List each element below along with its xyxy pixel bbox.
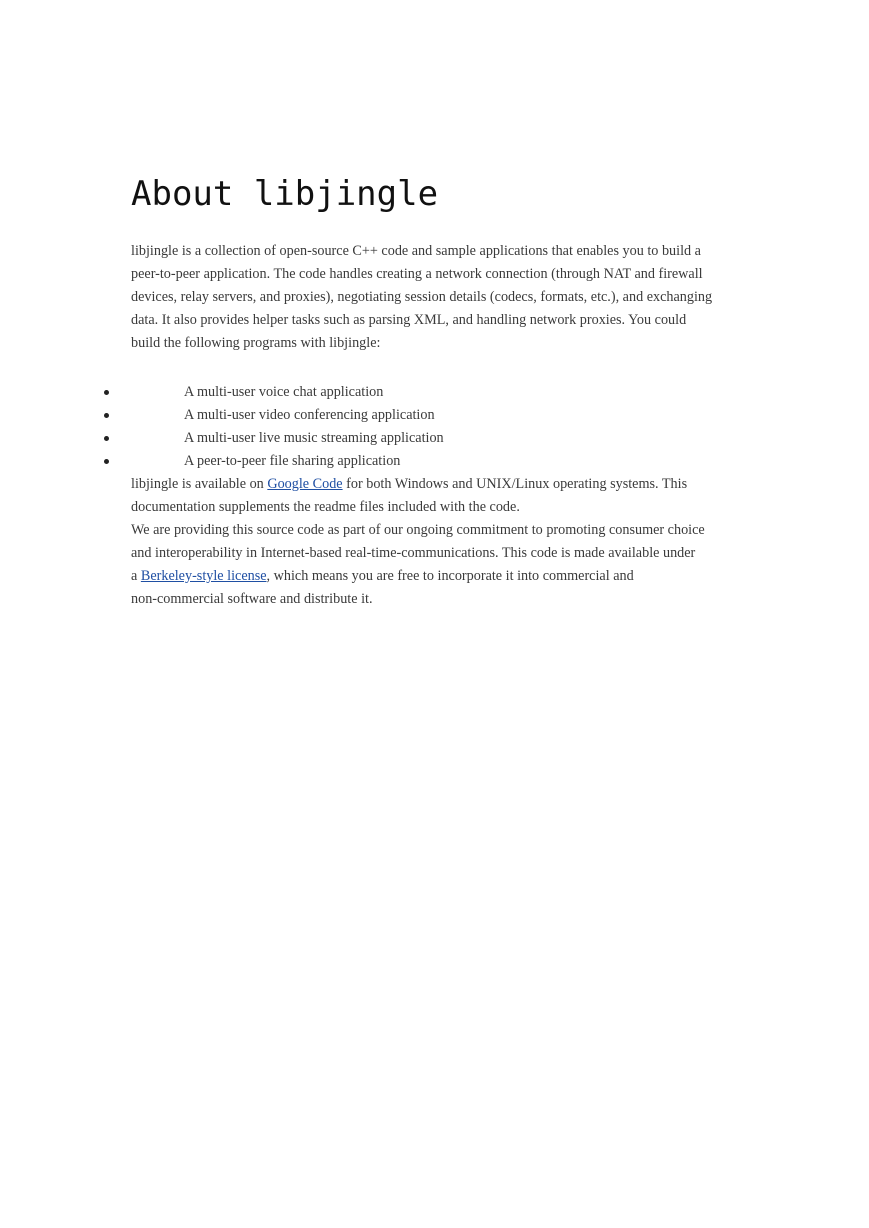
- intro-line: libjingle is a collection of open-source C++ code and sample applications that enables you to build a: [131, 243, 701, 259]
- list-item-text: A multi-user video conferencing application: [184, 407, 435, 423]
- page-title: About libjingle: [131, 174, 439, 214]
- commitment-line: and interoperability in Internet-based real-time-communications. This code is made available under: [131, 545, 696, 561]
- availability-text-after: for both Windows and UNIX/Linux operating systems. This: [342, 476, 688, 492]
- commitment-line: We are providing this source code as part of our ongoing commitment to promoting consumer choice: [131, 522, 705, 538]
- intro-line: build the following programs with libjingle:: [131, 335, 381, 351]
- commitment-line: [131, 565, 741, 588]
- list-item-text: A multi-user voice chat application: [184, 384, 384, 400]
- availability-line: documentation supplements the readme files included with the code.: [131, 499, 520, 515]
- berkeley-license-link[interactable]: Berkeley-style license: [140, 568, 267, 584]
- intro-line: data. It also provides helper tasks such as parsing XML, and handling network proxies. You could: [131, 312, 687, 328]
- intro-line: devices, relay servers, and proxies), negotiating session details (codecs, formats, etc.), and exchanging: [131, 289, 713, 305]
- commitment-text-before: a: [131, 568, 141, 584]
- availability-line: [131, 473, 741, 496]
- commitment-line: non-commercial software and distribute it.: [131, 591, 373, 607]
- commitment-text-after: , which means you are free to incorporate it into commercial and: [266, 568, 634, 584]
- list-item-text: A peer-to-peer file sharing application: [184, 453, 401, 469]
- intro-line: peer-to-peer application. The code handles creating a network connection (through NAT and firewall: [131, 266, 703, 282]
- availability-text-before: libjingle is available on: [131, 476, 268, 492]
- intro-paragraph: [131, 240, 741, 355]
- bullet-icon: [104, 436, 109, 441]
- bullet-icon: [104, 459, 109, 464]
- google-code-link[interactable]: Google Code: [267, 476, 343, 492]
- list-item-text: A multi-user live music streaming application: [184, 430, 444, 446]
- bullet-icon: [104, 413, 109, 418]
- commitment-paragraph: [131, 519, 741, 611]
- bullet-icon: [104, 390, 109, 395]
- availability-paragraph: [131, 473, 741, 519]
